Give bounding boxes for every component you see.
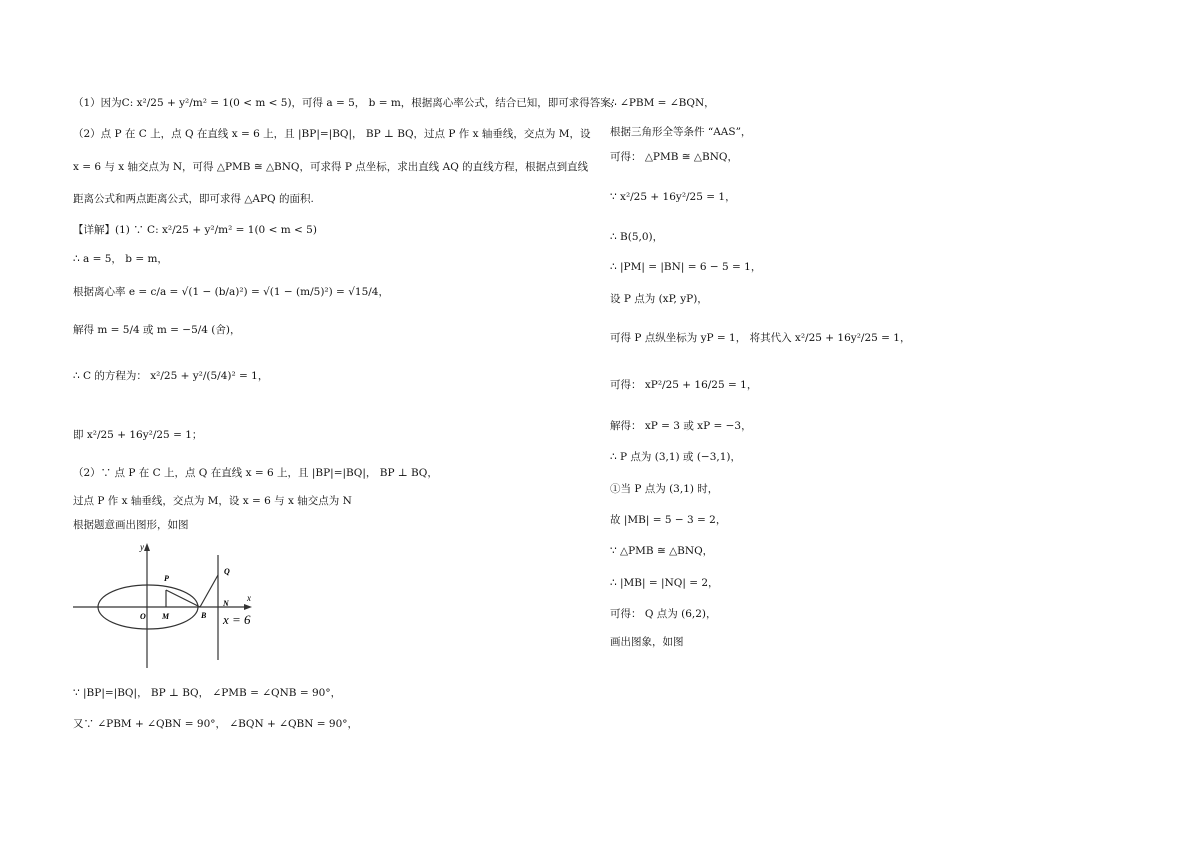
label-o: O <box>140 612 146 621</box>
text-line: ∴ P 点为 (3,1) 或 (−3,1)， <box>610 451 742 463</box>
text-line: ∴ B(5,0)， <box>610 231 664 243</box>
label-m: M <box>162 612 170 621</box>
label-line: x = 6 <box>223 612 251 627</box>
text-line: （1）因为C: x²/25 + y²/m² = 1(0 < m < 5)，可得 a = 5， b = m，根据离心率公式，结合已知，即可求得答案; <box>73 97 615 109</box>
text-line: ∴ |MB| = |NQ| = 2， <box>610 577 719 589</box>
text-line: ∵ △PMB ≅ △BNQ， <box>610 545 714 557</box>
text-line: 可得 P 点纵坐标为 yP = 1， 将其代入 x²/25 + 16y²/25 = 1， <box>610 332 911 344</box>
text-line: 可得： △PMB ≅ △BNQ， <box>610 151 739 163</box>
text-line: 过点 P 作 x 轴垂线，交点为 M，设 x = 6 与 x 轴交点为 N <box>73 495 352 507</box>
text-line: ∴ C 的方程为： x²/25 + y²/(5/4)² = 1， <box>73 370 269 382</box>
text-line: 又∵ ∠PBM + ∠QBN = 90°， ∠BQN + ∠QBN = 90°， <box>73 718 359 730</box>
text-line: x = 6 与 x 轴交点为 N，可得 △PMB ≅ △BNQ，可求得 P 点坐标，求出直线 AQ 的直线方程，根据点到直线 <box>73 161 589 173</box>
text-line: 根据题意画出图形，如图 <box>73 519 189 531</box>
x-axis-label: x <box>247 593 251 603</box>
text-line: 可得： Q 点为 (6,2)， <box>610 608 717 620</box>
label-n: N <box>223 599 229 608</box>
text-line: 可得： xP²/25 + 16/25 = 1， <box>610 379 758 391</box>
text-line: （2）点 P 在 C 上，点 Q 在直线 x = 6 上，且 |BP|=|BQ|， BP ⊥ BQ，过点 P 作 x 轴垂线，交点为 M，设 <box>73 128 591 140</box>
text-line: （2）∵ 点 P 在 C 上，点 Q 在直线 x = 6 上，且 |BP|=|BQ|， BP ⊥ BQ， <box>73 467 438 479</box>
text-line: ①当 P 点为 (3,1) 时， <box>610 483 719 495</box>
text-line: ∵ |BP|=|BQ|， BP ⊥ BQ， ∠PMB = ∠QNB = 90°， <box>73 687 342 699</box>
label-b: B <box>201 611 207 620</box>
text-line: 根据离心率 e = c/a = √(1 − (b/a)²) = √(1 − (m/5)²) = √15/4， <box>73 286 389 298</box>
text-line: 设 P 点为 (xP, yP)， <box>610 293 708 305</box>
text-line: 即 x²/25 + 16y²/25 = 1； <box>73 429 203 441</box>
text-line: ∴ ∠PBM = ∠BQN， <box>610 97 715 109</box>
text-line: 画出图象，如图 <box>610 636 684 648</box>
label-p: P <box>164 574 169 583</box>
text-line: ∴ a = 5， b = m， <box>73 253 168 265</box>
text-line: 解得： xP = 3 或 xP = −3， <box>610 420 752 432</box>
text-line: 【详解】(1) ∵ C: x²/25 + y²/m² = 1(0 < m < 5) <box>73 224 317 236</box>
y-axis-label: y <box>140 542 144 552</box>
text-line: 故 |MB| = 5 − 3 = 2， <box>610 514 727 526</box>
label-q: Q <box>224 567 230 576</box>
text-line: 解得 m = 5/4 或 m = −5/4 (舍)， <box>73 324 241 336</box>
text-line: 根据三角形全等条件 “AAS”， <box>610 126 752 138</box>
ellipse-figure <box>70 540 270 670</box>
text-line: ∵ x²/25 + 16y²/25 = 1， <box>610 191 736 203</box>
text-line: 距离公式和两点距离公式，即可求得 △APQ 的面积. <box>73 193 314 205</box>
text-line: ∴ |PM| = |BN| = 6 − 5 = 1， <box>610 261 762 273</box>
